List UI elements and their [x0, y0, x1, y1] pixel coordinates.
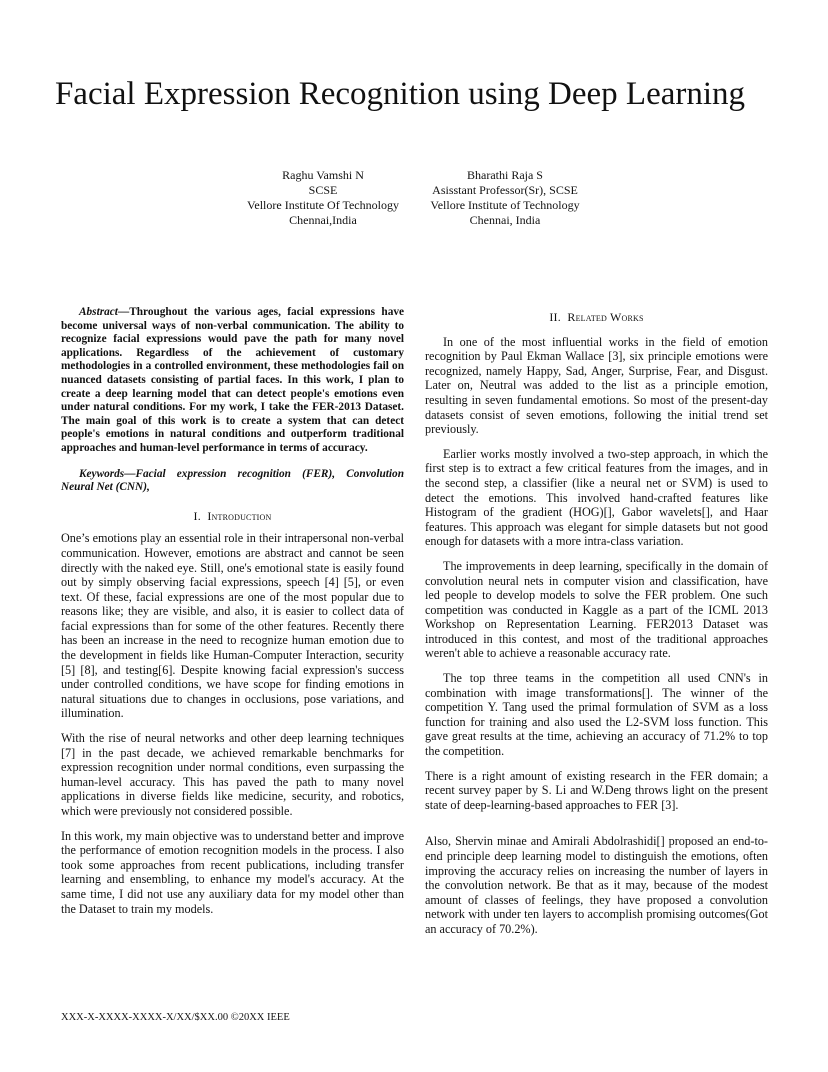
keywords: Keywords—Facial expression recognition (FER), Convolution Neural Net (CNN), [61, 467, 404, 494]
related-paragraph-4: The top three teams in the competition all used CNN's in combination with image transformations[]. The winner of the competition Y. Tang used the primal formulation of SVM as a loss function for training and also used the L2-SVM loss function. This gave great results at the time, achieving an accuracy of 71.2% to top the competition. [425, 671, 768, 759]
author-1-location: Chennai,India [289, 213, 357, 227]
section-1-title: Introduction [207, 508, 272, 523]
author-1-block [240, 168, 406, 228]
related-paragraph-6: Also, Shervin minae and Amirali Abdolrashidi[] proposed an end-to-end principle deep learning model to distinguish the emotions, often improving the accuracy relies on increasing the number of layers in the convolution network. Be that as it may, because of the modest amount of classes of feelings, they have proposed a convolution network with under ten layers to accomplish promising outcomes(Got an accuracy of 70.2%). [425, 834, 768, 936]
section-2-heading [425, 310, 768, 325]
author-2-org: Vellore Institute of Technology [430, 198, 580, 212]
intro-paragraph-1: One’s emotions play an essential role in their intrapersonal non-verbal communication. However, emotions are abstract and cannot be seen directly with the naked eye. Still, one's emotional state is easily found out by simply observing facial expressions, speech [4] [5], or even text. Of these, facial expressions are one of the most popular due to reasons like; they are visible, and also, it is easier to collect data of facial expressions than for some of the other features. Recently there has been an increase in the need to recognize human emotion due to the development in fields like Human-Computer Interaction, security [5] [8], and testing[6]. Despite knowing facial expression's success under controlled conditions, we have scope for finding emotions in natural situations due to changes in occlusions, pose variations, and illumination. [61, 531, 404, 721]
section-2-number: II. [549, 310, 561, 324]
author-2-dept: Asisstant Professor(Sr), SCSE [432, 183, 578, 197]
author-2-block [424, 168, 586, 228]
author-1-dept: SCSE [308, 183, 338, 197]
author-2-location: Chennai, India [469, 213, 541, 227]
author-1-name: Raghu Vamshi N [282, 168, 364, 182]
abstract-lead: Abstract [79, 306, 118, 318]
paper-title: Facial Expression Recognition using Deep Learning [54, 76, 746, 112]
related-paragraph-1: In one of the most influential works in the field of emotion recognition by Paul Ekman Wallace [3], six principle emotions were recognized, namely Happy, Sad, Anger, Surprise, Fear, and Disgust. Later on, Neutral was added to the list as a principle emotion, resulting in seven fundamental emotions. So most of the present-day datasets consist of seven emotions, following the initial trend set previously. [425, 334, 768, 437]
related-paragraph-3: The improvements in deep learning, specifically in the domain of convolution neural nets in computer vision and classification, have led people to develop models to solve the FER problem. One such competition was conducted in Kaggle as a part of the ICML 2013 Workshop on Representation Learning. FER2013 Dataset was introduced in this contest, and most of the traditional approaches weren't able to achieve a reasonable accuracy rate. [425, 558, 768, 661]
related-paragraph-2: Earlier works mostly involved a two-step approach, in which the first step is to extract a few critical features from the images, and in the second step, a classifier (like a neural net or SVM) is used to detect the emotions. This involved hand-crafted features like Histogram of the gradient (HOG)[], Gabor wavelets[], and Haar features. This approach was elegant for simple datasets but not good enough for datasets with a more intra-class variation. [425, 446, 768, 549]
intro-paragraph-2: With the rise of neural networks and other deep learning techniques [7] in the past decade, we achieved remarkable benchmarks for expression recognition under normal conditions, even surpassing the human-level accuracy. This has paved the path to many novel applications in diverse fields like medicine, security, and robotics, which were previously not considered possible. [61, 731, 404, 818]
right-column [425, 306, 768, 947]
abstract [61, 306, 404, 456]
abstract-text: —Throughout the various ages, facial expressions have become universal ways of non-verbal communication. The ability to recognize facial expressions would pave the path for many novel applications. Regardless of the achievement of customary methodologies in a controlled environment, these methodologies fail on nuanced datasets consisting of partial faces. In this work, I plan to create a deep learning model that can detect people's emotions even under natural conditions. For my work, I take the FER-2013 Dataset. The main goal of this work is to create a system that can detect people's emotions in natural conditions and outperform traditional approaches and human-level performance in terms of accuracy. [61, 306, 404, 454]
copyright-footer: XXX-X-XXXX-XXXX-X/XX/$XX.00 ©20XX IEEE [61, 1012, 290, 1023]
author-2-name: Bharathi Raja S [467, 168, 543, 182]
section-1-heading [61, 509, 404, 524]
related-paragraph-5: There is a right amount of existing research in the FER domain; a recent survey paper by S. Li and W.Deng throws light on the present state of deep-learning-based approaches to FER [3]. [425, 768, 768, 812]
section-1-number: I. [193, 508, 201, 523]
section-2-title: Related Works [567, 310, 644, 324]
left-column [61, 306, 404, 926]
intro-paragraph-3: In this work, my main objective was to understand better and improve the performance of emotion recognition models in the process. I also took some approaches from recent publications, including transfer learning and ensembling, to enhance my model's accuracy. At the same time, I did not use any auxiliary data for my model other than the Dataset to train my models. [61, 828, 404, 916]
author-1-org: Vellore Institute Of Technology [247, 198, 399, 212]
